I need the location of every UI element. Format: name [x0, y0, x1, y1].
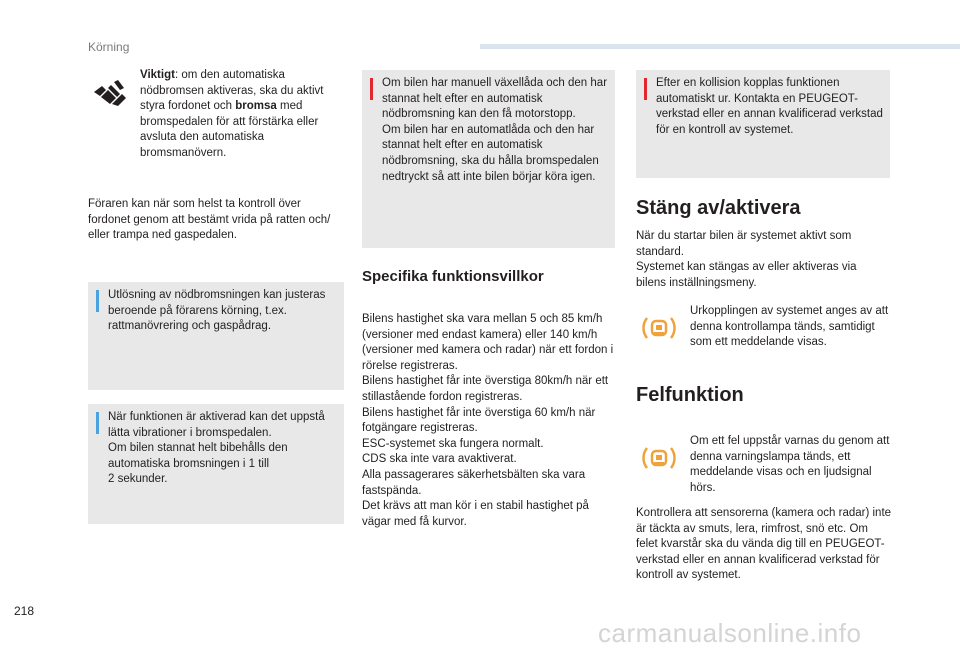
condition-item: Bilens hastighet ska vara mellan 5 och 85 km/h (versioner med endast kamera) eller 140 km/h (versioner med kamera och radar) när ett fordon i rörelse registreras.	[362, 313, 614, 372]
viktigt-note: Viktigt: om den automatiska nödbromsen aktiveras, ska du aktivt styra fordonet och bromsa med bromspedalen för att förstärka eller avsluta den automatiska bromsmanövern.	[140, 69, 324, 159]
info-box-vibrations	[88, 404, 344, 524]
info-box-text: När funktionen är aktiverad kan det uppstå lätta vibrationer i bromspedalen. Om bilen stannat helt bibehålls den automatiska bromsningen i 1 till 2 sekunder.	[108, 411, 325, 486]
info-marker-icon	[96, 412, 99, 434]
toggle-heading: Stäng av/aktivera	[636, 197, 801, 219]
conditions-list	[362, 312, 618, 530]
info-box-adjustment	[88, 282, 344, 390]
fault-warning-lamp-icon	[641, 440, 677, 476]
condition-item: CDS ska inte vara avaktiverat.	[362, 453, 517, 466]
info-box-text: Utlösning av nödbromsningen kan justeras beroende på förarens körning, t.ex. rattmanövrering och gaspådrag.	[108, 289, 326, 333]
deactivated-warning-lamp-icon	[641, 310, 677, 346]
driver-control-paragraph: Föraren kan när som helst ta kontroll över fordonet genom att bestämt vrida på ratten och/ eller trampa ned gaspedalen.	[88, 198, 331, 242]
header-section-label: Körning	[88, 40, 130, 54]
page-number: 218	[14, 604, 35, 618]
toggle-paragraph: När du startar bilen är systemet aktivt som standard. Systemet kan stängas av eller aktiveras via bilens inställningsmeny.	[636, 230, 857, 289]
warning-marker-icon	[644, 78, 647, 100]
foot-brake-icon	[92, 80, 128, 108]
warning-box-collision	[636, 70, 890, 178]
condition-item: ESC-systemet ska fungera normalt.	[362, 437, 544, 450]
warning-box-gearbox	[362, 70, 615, 248]
condition-item: Bilens hastighet får inte överstiga 60 km/h när fotgängare registreras.	[362, 406, 596, 435]
warning-box-text: Efter en kollision kopplas funktionen automatiskt ur. Kontakta en PEUGEOT-verkstad eller en annan kvalificerad verkstad för en kontroll av systemet.	[656, 77, 883, 136]
watermark: carmanualsonline.info	[598, 618, 862, 648]
conditions-heading: Specifika funktionsvillkor	[362, 268, 544, 285]
warning-marker-icon	[370, 78, 373, 100]
info-marker-icon	[96, 290, 99, 312]
fault-lamp-description: Om ett fel uppstår varnas du genom att denna varningslampa tänds, ett meddelande visas och en ljudsignal hörs.	[690, 435, 890, 494]
condition-item: Det krävs att man kör i en stabil hastighet på vägar med få kurvor.	[362, 500, 589, 528]
condition-item: Alla passagerares säkerhetsbälten ska vara fastspända.	[362, 468, 586, 497]
fault-paragraph: Kontrollera att sensorerna (kamera och radar) inte är täckta av smuts, lera, rimfrost, snö etc. Om felet kvarstår ska du vända dig till en PEUGEOT-verkstad eller en annan kvalificerad verkstad för kontroll av systemet.	[636, 507, 892, 582]
toggle-lamp-description: Urkopplingen av systemet anges av att denna kontrollampa tänds, samtidigt som ett meddelande visas.	[690, 305, 889, 349]
condition-item: Bilens hastighet får inte överstiga 80km/h när ett stillastående fordon registreras.	[362, 375, 609, 403]
warning-box-text: Om bilen har manuell växellåda och den har stannat helt efter en automatisk nödbromsning kan den få motorstopp. Om bilen har en automatlåda och den har stannat helt efter en automatisk nödbromsning, ska du hålla bromspedalen nedtryckt så att inte bilen börjar köra igen.	[382, 77, 608, 183]
header-bar	[480, 44, 960, 49]
fault-heading: Felfunktion	[636, 384, 744, 406]
